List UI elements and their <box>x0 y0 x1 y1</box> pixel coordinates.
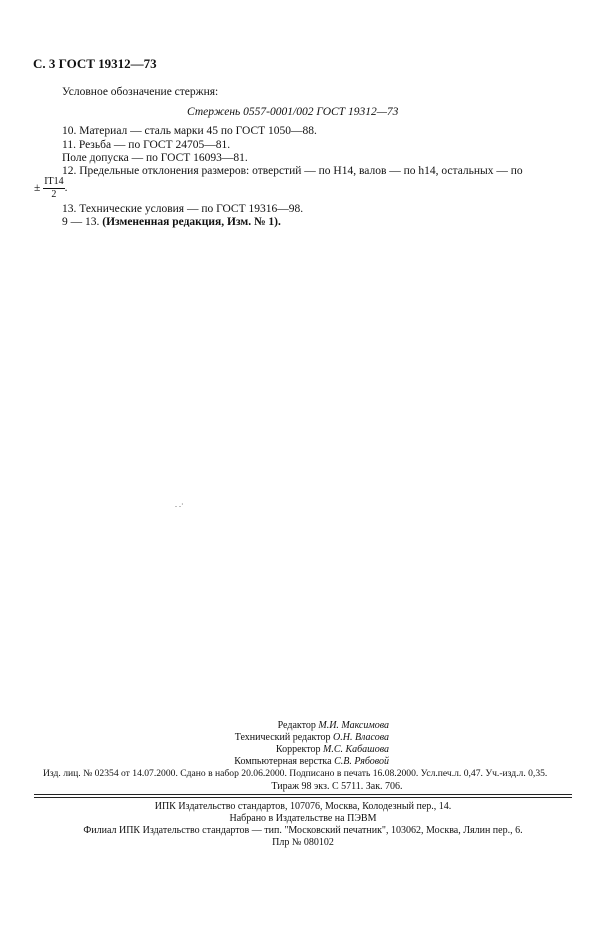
credits-block <box>234 720 389 768</box>
fraction-end: . <box>64 182 68 195</box>
designation-example: Стержень 0557-0001/002 ГОСТ 19312—73 <box>187 106 399 118</box>
item-12-continuation <box>34 177 68 200</box>
fraction-numerator: IT14 <box>44 176 64 187</box>
page-header: С. 3 ГОСТ 19312—73 <box>33 56 157 71</box>
divider-bottom <box>34 797 572 798</box>
item-12: 12. Предельные отклонения размеров: отверстий — по H14, валов — по h14, остальных — по <box>62 165 523 177</box>
amendment-note: (Измененная редакция, Изм. № 1). <box>102 216 281 228</box>
publisher-line-3: Филиал ИПК Издательство стандартов — тип. "Московский печатник", 103062, Москва, Лялин пер., 6. <box>83 825 523 836</box>
stray-mark: . .· <box>175 500 184 509</box>
publisher-line-2: Набрано в Издательстве на ПЭВМ <box>229 813 377 824</box>
designation-label: Условное обозначение стержня: <box>62 86 219 98</box>
credit-tech-editor: Технический редактор О.Н. Власова <box>234 732 389 743</box>
credit-editor: Редактор М.И. Максимова <box>277 720 389 731</box>
plus-minus-sign: ± <box>34 182 41 195</box>
imprint-line-2: Тираж 98 экз. С 5711. Зак. 706. <box>271 781 403 792</box>
item-10: 10. Материал — сталь марки 45 по ГОСТ 1050—88. <box>62 125 317 137</box>
divider-top <box>34 794 572 795</box>
item-11: 11. Резьба — по ГОСТ 24705—81. <box>62 139 231 151</box>
item-13: 13. Технические условия — по ГОСТ 19316—98. <box>62 203 304 215</box>
imprint-line-1: Изд. лиц. № 02354 от 14.07.2000. Сдано в набор 20.06.2000. Подписано в печать 16.08.2000. Усл.печ.л. 0,47. Уч.-изд.л. 0,35. <box>43 768 548 779</box>
fraction-denominator: 2 <box>51 189 57 200</box>
fraction <box>43 177 64 200</box>
amendment-line <box>62 216 281 228</box>
publisher-line-4: Плр № 080102 <box>272 837 334 848</box>
credit-layout: Компьютерная верстка С.В. Рябовой <box>234 756 389 767</box>
credit-proofreader: Корректор М.С. Кабашова <box>275 744 389 755</box>
tolerance-field: Поле допуска — по ГОСТ 16093—81. <box>62 152 248 164</box>
publisher-line-1: ИПК Издательство стандартов, 107076, Москва, Колодезный пер., 14. <box>154 801 452 812</box>
amendment-range: 9 — 13. <box>62 216 100 228</box>
